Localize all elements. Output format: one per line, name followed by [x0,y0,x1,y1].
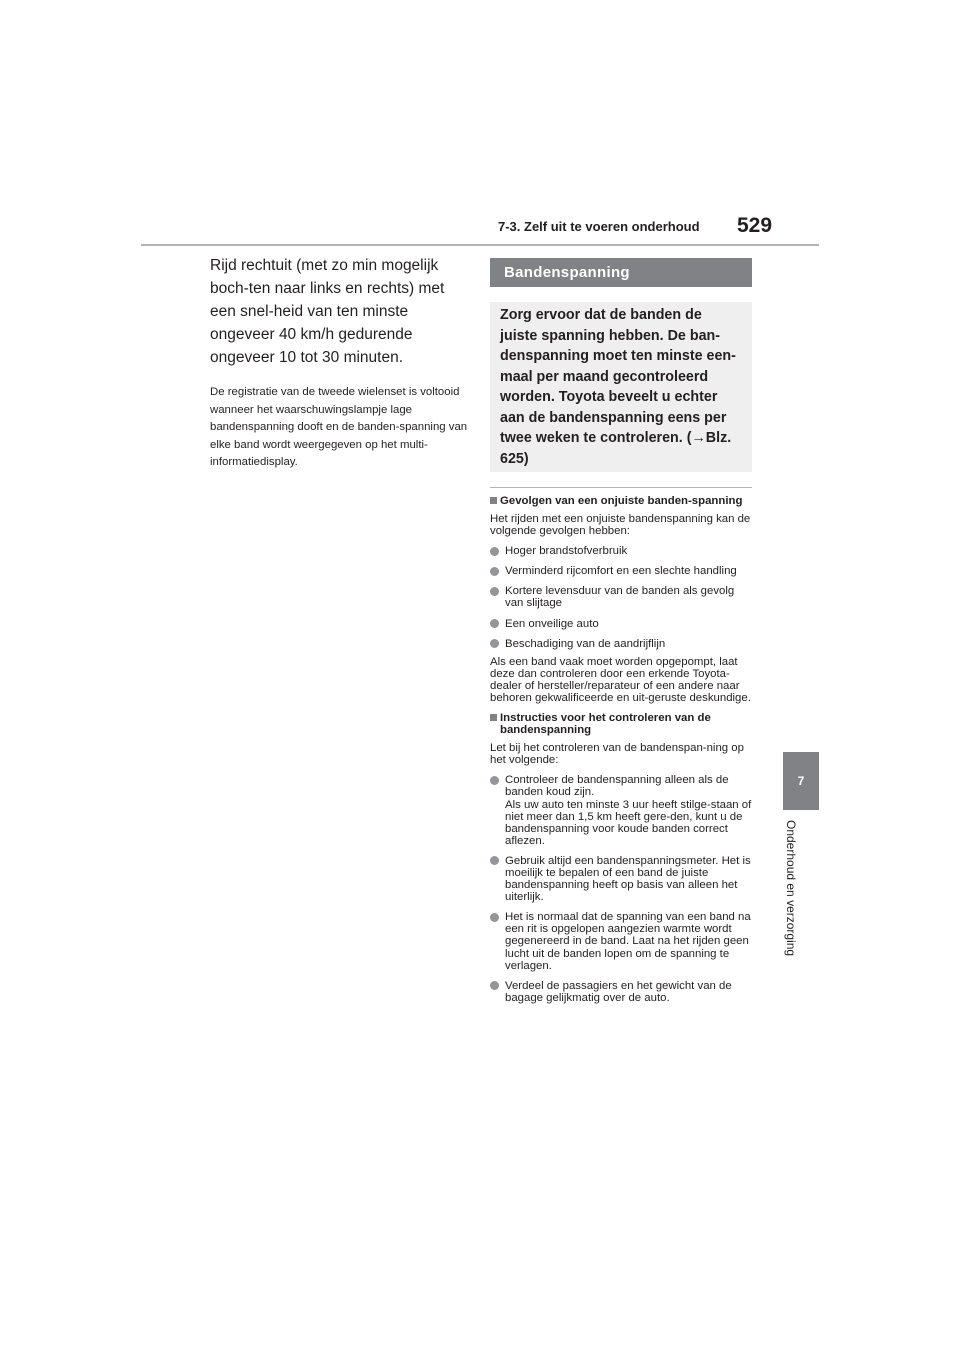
square-bullet-icon [490,714,500,721]
intro-box [490,302,752,472]
circle-bullet-icon [490,565,505,577]
subheading-consequences [490,495,752,507]
chapter-title-vertical: Onderhoud en verzorging [784,820,798,957]
circle-bullet-icon [490,618,505,630]
list-item [490,585,752,609]
list-item-text: Gebruik altijd een bandenspanningsmeter. Het is moeilijk te bepalen of een band de juiste bandenspanning heeft op basis van alleen het uiterlijk. [505,854,751,904]
paragraph: Als een band vaak moet worden opgepompt, laat deze dan controleren door een erkende Toyota-dealer of hersteller/reparateur of een andere naar behoren gekwalificeerde en uit-geruste deskundige. [490,655,751,705]
list-item [490,545,752,557]
circle-bullet-icon [490,585,505,609]
right-column [490,258,752,1004]
subheading-instructions [490,712,752,736]
intro-text: Zorg ervoor dat de banden de juiste spanning hebben. De ban-denspanning moet ten minste een-maal per maand gecontroleerd worden. Toyota beveelt u echter aan de bandenspanning eens per twee weken te controleren. (→Blz. 625) [500,307,736,467]
paragraph: Let bij het controleren van de bandenspan-ning op het volgende: [490,742,744,767]
step-instruction: Rijd rechtuit (met zo min mogelijk boch-ten naar links en rechts) met een snel-heid van ten minste ongeveer 40 km/h gedurende ongeveer 10 tot 30 minuten. [210,257,445,366]
list-item-text: Een onveilige auto [505,617,599,630]
chapter-number-tab: 7 [783,752,819,810]
header-divider [141,244,819,246]
list-item [490,855,752,903]
list-item-text: Verdeel de passagiers en het gewicht van de bagage gelijkmatig over de auto. [505,979,732,1004]
page-number: 529 [737,214,773,237]
circle-bullet-icon [490,911,505,971]
list-item-text: Hoger brandstofverbruik [505,545,628,558]
list-item [490,774,752,847]
circle-bullet-icon [490,774,505,847]
left-column [210,254,468,472]
step-note: De registratie van de tweede wielenset is voltooid wanneer het waarschuwingslampje lage bandenspanning dooft en de banden-spanning van elke band wordt weergegeven op het multi-informatiedisplay. [210,386,468,468]
subheading-text: Instructies voor het controleren van de bandenspanning [500,712,711,737]
list-item [490,980,752,1004]
square-bullet-icon [490,497,500,504]
list-item [490,565,752,577]
running-header-section: 7-3. Zelf uit te voeren onderhoud [498,219,700,234]
list-item-text: Het is normaal dat de spanning van een band na een rit is opgelopen aangezien warmte wordt gegenereerd in de band. Laat na het rijden geen lucht uit de banden lopen om de spanning te verlagen. [505,911,751,972]
paragraph: Het rijden met een onjuiste bandenspanning kan de volgende gevolgen hebben: [490,513,751,538]
section-divider [490,487,752,488]
list-item-text: Kortere levensduur van de banden als gevolg van slijtage [505,585,735,610]
circle-bullet-icon [490,855,505,903]
list-item-text: Controleer de bandenspanning alleen als de banden koud zijn. Als uw auto ten minste 3 uur heeft stilge-staan of niet meer dan 1,5 km heeft gere-den, kunt u de bandenspanning voor koude banden correct aflezen. [505,774,752,847]
list-item [490,638,752,650]
list-item-text: Verminderd rijcomfort en een slechte handling [505,565,737,578]
circle-bullet-icon [490,638,505,650]
list-item [490,618,752,630]
section-title-bar: Bandenspanning [490,258,752,287]
subheading-text: Gevolgen van een onjuiste banden-spanning [500,495,743,507]
circle-bullet-icon [490,545,505,557]
circle-bullet-icon [490,980,505,1004]
list-item [490,911,752,971]
list-item-text: Beschadiging van de aandrijflijn [505,637,666,650]
